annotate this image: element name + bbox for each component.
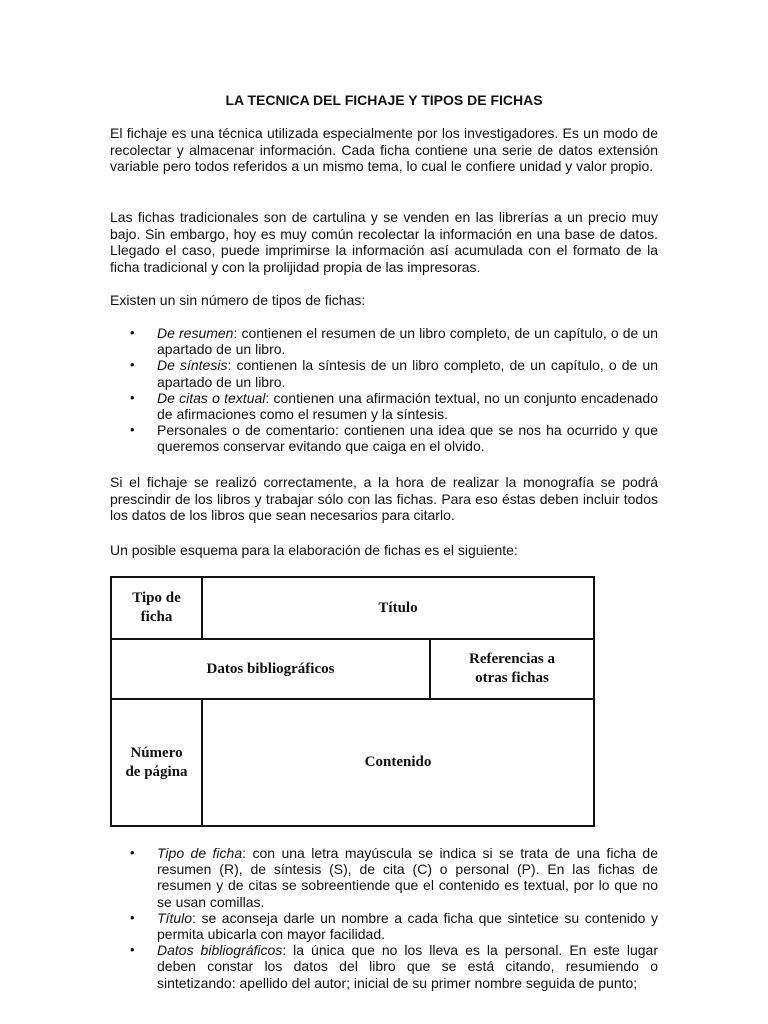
cell-label: otras fichas	[475, 670, 549, 686]
paragraph-fichaje-result: Si el fichaje se realizó correctamente, a la hora de realizar la monografía se podrá prescindir de los libros y trabajar sólo con las fichas. Para eso éstas deben incluir todos los datos de los libros que sean necesarios para citarlo.	[110, 474, 658, 523]
list-item-term: De resumen	[157, 325, 234, 341]
cell-contenido	[203, 700, 593, 825]
paragraph-intro: El fichaje es una técnica utilizada especialmente por los investigadores. Es un modo de recolectar y almacenar información. Cada ficha contiene una serie de datos extensión variable pero todos referidos a un mismo tema, lo cual le confiere unidad y valor propio.	[110, 125, 658, 174]
paragraph-types-intro: Existen un sin número de tipos de fichas:	[110, 292, 366, 308]
list-item	[110, 390, 658, 422]
list-item-text: : la única que no los lleva es la personal. En este lugar deben constar los datos del libro que se está citando, resumiendo o sintetizando: apellido del autor; inicial de su primer nombre seguida de punto;	[157, 942, 659, 991]
list-item-term: De citas o textual	[157, 389, 266, 406]
card-scheme-diagram	[110, 576, 595, 827]
list-item	[110, 325, 658, 357]
list-item-text: Personales o de comentario: contienen una idea que se nos ha ocurrido y que queremos conservar evitando que caiga en el olvido.	[157, 422, 658, 455]
fields-list	[110, 845, 658, 991]
list-item-text: : contienen el resumen de un libro completo, de un capítulo, o de un apartado de un libro.	[157, 325, 658, 358]
cell-datos-bibliograficos	[112, 640, 429, 698]
cell-titulo	[203, 578, 593, 638]
document-title: LA TECNICA DEL FICHAJE Y TIPOS DE FICHAS	[225, 92, 543, 108]
cell-label: ficha	[140, 609, 173, 625]
list-item	[110, 422, 658, 454]
paragraph-scheme-intro: Un posible esquema para la elaboración de fichas es el siguiente:	[110, 542, 518, 558]
list-item	[110, 910, 658, 942]
list-item-term: Título	[157, 909, 193, 926]
cell-label: de página	[125, 763, 188, 780]
list-item-term: Tipo de ficha	[157, 845, 243, 861]
cell-label: Referencias a	[469, 651, 555, 667]
cell-tipo-de-ficha	[112, 578, 201, 638]
cell-label: Datos bibliográficos	[206, 660, 335, 677]
list-item-text: : se aconseja darle un nombre a cada ficha que sintetice su contenido y permita ubicarla con mayor facilidad.	[157, 909, 658, 943]
list-item-text: : contienen la síntesis de un libro completo, de un capítulo, o de un apartado de un libro.	[157, 357, 659, 390]
list-item	[110, 845, 658, 910]
list-item-text: : con una letra mayúscula se indica si se trata de una ficha de resumen (R), de síntesis (S), de cita (C) o personal (P). En las fichas de resumen y de citas se sobreentiende que el contenido es textual, por lo que no se usan comillas.	[157, 845, 659, 910]
types-list	[110, 325, 658, 455]
list-item-term: Datos bibliográficos	[157, 942, 283, 959]
cell-label: Número	[130, 744, 183, 761]
list-item-text: : contienen una afirmación textual, no un conjunto encadenado de afirmaciones como el resumen y la síntesis.	[157, 389, 658, 423]
cell-referencias	[431, 640, 593, 698]
cell-label: Contenido	[364, 754, 432, 770]
list-item	[110, 357, 658, 389]
list-item-term: De síntesis	[157, 357, 228, 374]
cell-numero-de-pagina	[112, 700, 201, 825]
cell-label: Tipo de	[132, 590, 181, 606]
cell-label: Título	[378, 599, 418, 616]
paragraph-traditional-cards: Las fichas tradicionales son de cartulina y se venden en las librerías a un precio muy bajo. Sin embargo, hoy es muy común recolectar la información en una base de datos. Llegado el caso, puede imprimirse la información así acumulada con el formato de la ficha tradicional y con la prolijidad propia de las impresoras.	[110, 209, 658, 275]
list-item	[110, 942, 658, 991]
